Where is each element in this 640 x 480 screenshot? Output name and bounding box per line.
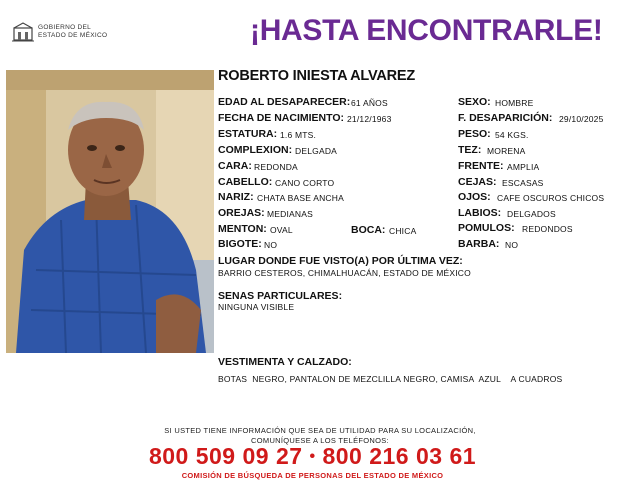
cara-value: REDONDA: [254, 162, 298, 172]
ojos-value: CAFE OSCUROS CHICOS: [497, 193, 605, 203]
edad-label: EDAD AL DESAPARECER:: [218, 96, 351, 108]
frente-value: AMPLIA: [507, 162, 540, 172]
cabello-label: CABELLO:: [218, 176, 273, 188]
cejas-value: ESCASAS: [502, 178, 544, 188]
peso-label: PESO:: [458, 128, 491, 140]
desaparicion-value: 29/10/2025: [559, 114, 604, 124]
tez-label: TEZ:: [458, 144, 482, 156]
bigote-label: BIGOTE:: [218, 238, 262, 250]
desaparicion-label: F. DESAPARICIÓN:: [458, 112, 553, 124]
orejas-label: OREJAS:: [218, 207, 265, 219]
missing-person-photo: [6, 70, 214, 353]
cabello-value: CANO CORTO: [275, 178, 335, 188]
state-emblem-icon: [12, 22, 34, 42]
estatura-value: 1.6 MTS.: [280, 130, 317, 140]
senas-text: NINGUNA VISIBLE: [218, 302, 295, 312]
vestimenta-text: BOTAS NEGRO, PANTALON DE MEZCLILLA NEGRO, CAMISA AZUL A CUADROS: [218, 374, 563, 384]
nacimiento-label: FECHA DE NACIMIENTO:: [218, 112, 344, 124]
barba-label: BARBA:: [458, 238, 500, 250]
pomulos-label: POMULOS:: [458, 222, 515, 234]
menton-value: OVAL: [270, 225, 293, 235]
nariz-label: NARIZ:: [218, 191, 254, 203]
labios-value: DELGADOS: [507, 209, 556, 219]
headline: ¡HASTA ENCONTRARLE!: [250, 14, 603, 47]
cara-label: CARA:: [218, 160, 252, 172]
ojos-label: OJOS:: [458, 191, 491, 203]
nacimiento-value: 21/12/1963: [347, 114, 392, 124]
cejas-label: CEJAS:: [458, 176, 497, 188]
phone-numbers: [0, 443, 625, 470]
sexo-label: SEXO:: [458, 96, 491, 108]
nariz-value: CHATA BASE ANCHA: [257, 193, 344, 203]
tez-value: MORENA: [487, 146, 526, 156]
government-logo-text: [38, 24, 107, 40]
phone-number-2[interactable]: 800 216 03 61: [322, 443, 477, 469]
commission-name: COMISIÓN DE BÚSQUEDA DE PERSONAS DEL ESTADO DE MÉXICO: [181, 471, 444, 480]
senas-title: SENAS PARTICULARES:: [218, 290, 343, 302]
peso-value: 54 KGS.: [495, 130, 529, 140]
info-note-line-1: SI USTED TIENE INFORMACIÓN QUE SEA DE UTILIDAD PARA SU LOCALIZACIÓN,: [164, 426, 476, 435]
phone-number-1[interactable]: 800 509 09 27: [148, 443, 303, 469]
gov-line-2: ESTADO DE MÉXICO: [38, 32, 108, 39]
sexo-value: HOMBRE: [495, 98, 534, 108]
boca-label: BOCA:: [351, 224, 386, 236]
boca-value: CHICA: [389, 226, 417, 236]
vestimenta-title: VESTIMENTA Y CALZADO:: [218, 356, 352, 368]
person-name: ROBERTO INIESTA ALVAREZ: [218, 68, 416, 84]
edad-value: 61 AÑOS: [351, 98, 388, 108]
complexion-label: COMPLEXION:: [218, 144, 293, 156]
lugar-title: LUGAR DONDE FUE VISTO(A) POR ÚLTIMA VEZ:: [218, 255, 463, 267]
menton-label: MENTON:: [218, 223, 267, 235]
phone-separator: •: [309, 448, 316, 465]
lugar-text: BARRIO CESTEROS, CHIMALHUACÁN, ESTADO DE MÉXICO: [218, 268, 471, 278]
complexion-value: DELGADA: [295, 146, 338, 156]
labios-label: LABIOS:: [458, 207, 502, 219]
gov-line-1: GOBIERNO DEL: [38, 24, 92, 31]
info-note-line-2: COMUNÍQUESE A LOS TELÉFONOS:: [251, 436, 389, 445]
barba-value: NO: [505, 240, 519, 250]
pomulos-value: REDONDOS: [522, 224, 573, 234]
bigote-value: NO: [264, 240, 278, 250]
estatura-label: ESTATURA:: [218, 128, 278, 140]
orejas-value: MEDIANAS: [267, 209, 313, 219]
frente-label: FRENTE:: [458, 160, 504, 172]
